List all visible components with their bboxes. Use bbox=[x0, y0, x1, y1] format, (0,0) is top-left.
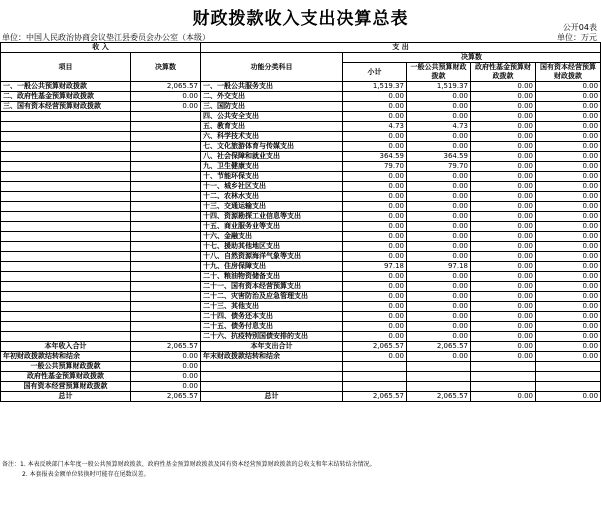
func-item: 六、科学技术支出 bbox=[201, 132, 343, 142]
sub-govfund-row bbox=[1, 372, 601, 382]
item-header: 项目 bbox=[1, 53, 131, 82]
income-item bbox=[1, 252, 131, 262]
func-item: 十九、住房保障支出 bbox=[201, 262, 343, 272]
year-income-label: 本年收入合计 bbox=[1, 342, 131, 352]
gov-fund-value: 0.00 bbox=[471, 312, 536, 322]
func-item: 二十三、其他支出 bbox=[201, 302, 343, 312]
general-value: 0.00 bbox=[407, 232, 471, 242]
table-row bbox=[1, 112, 601, 122]
empty-cell bbox=[471, 382, 536, 392]
income-amount bbox=[131, 312, 201, 322]
sub-general-label: 一般公共预算财政拨款 bbox=[1, 362, 131, 372]
table-row bbox=[1, 82, 601, 92]
note-line-1: 备注：1. 本表反映部门本年度一般公共预算财政拨款、政府性基金预算财政拨款及国有资本经营预算财政拨款的总收支和年末结转结余情况。 bbox=[2, 461, 376, 468]
table-row bbox=[1, 122, 601, 132]
state-capital-value: 0.00 bbox=[536, 112, 601, 122]
table-row bbox=[1, 132, 601, 142]
begin-balance-value: 0.00 bbox=[131, 352, 201, 362]
gov-fund-value: 0.00 bbox=[471, 302, 536, 312]
subtotal-value: 0.00 bbox=[343, 102, 407, 112]
income-item bbox=[1, 282, 131, 292]
income-amount bbox=[131, 222, 201, 232]
general-value: 0.00 bbox=[407, 212, 471, 222]
income-amount bbox=[131, 212, 201, 222]
func-item: 十七、援助其他地区支出 bbox=[201, 242, 343, 252]
balance-row bbox=[1, 352, 601, 362]
empty-cell bbox=[407, 362, 471, 372]
state-capital-value: 0.00 bbox=[536, 282, 601, 292]
gov-fund-value: 0.00 bbox=[471, 252, 536, 262]
general-value: 0.00 bbox=[407, 222, 471, 232]
general-value: 79.70 bbox=[407, 162, 471, 172]
table-row bbox=[1, 252, 601, 262]
income-item bbox=[1, 112, 131, 122]
end-balance-sc: 0.00 bbox=[536, 352, 601, 362]
func-item: 十四、资源勘探工业信息等支出 bbox=[201, 212, 343, 222]
end-balance-sub: 0.00 bbox=[343, 352, 407, 362]
general-value: 0.00 bbox=[407, 242, 471, 252]
income-amount bbox=[131, 332, 201, 342]
income-item bbox=[1, 172, 131, 182]
subtotal-value: 0.00 bbox=[343, 252, 407, 262]
subtotal-value: 0.00 bbox=[343, 142, 407, 152]
gov-fund-value: 0.00 bbox=[471, 152, 536, 162]
table-row bbox=[1, 202, 601, 212]
year-expense-gf: 0.00 bbox=[471, 342, 536, 352]
income-item bbox=[1, 142, 131, 152]
table-row bbox=[1, 172, 601, 182]
subtotal-value: 97.18 bbox=[343, 262, 407, 272]
sub-state-value: 0.00 bbox=[131, 382, 201, 392]
income-amount bbox=[131, 282, 201, 292]
gov-fund-value: 0.00 bbox=[471, 222, 536, 232]
data-rows bbox=[1, 82, 601, 342]
general-value: 0.00 bbox=[407, 322, 471, 332]
income-item bbox=[1, 212, 131, 222]
state-capital-value: 0.00 bbox=[536, 82, 601, 92]
income-amount: 0.00 bbox=[131, 102, 201, 112]
empty-cell bbox=[201, 382, 343, 392]
func-item: 二、外交支出 bbox=[201, 92, 343, 102]
header-row-2 bbox=[1, 53, 601, 63]
subtotal-value: 0.00 bbox=[343, 232, 407, 242]
table-row bbox=[1, 232, 601, 242]
func-item: 二十四、债务还本支出 bbox=[201, 312, 343, 322]
gov-fund-value: 0.00 bbox=[471, 292, 536, 302]
sub-govfund-label: 政府性基金预算财政拨款 bbox=[1, 372, 131, 382]
expense-header: 支 出 bbox=[201, 43, 601, 53]
income-amount bbox=[131, 132, 201, 142]
gov-fund-value: 0.00 bbox=[471, 162, 536, 172]
empty-cell bbox=[407, 372, 471, 382]
gov-fund-value: 0.00 bbox=[471, 182, 536, 192]
gov-fund-value: 0.00 bbox=[471, 92, 536, 102]
state-capital-value: 0.00 bbox=[536, 272, 601, 282]
empty-cell bbox=[343, 362, 407, 372]
subtotal-value: 364.59 bbox=[343, 152, 407, 162]
subtotal-value: 0.00 bbox=[343, 312, 407, 322]
income-amount bbox=[131, 152, 201, 162]
notes bbox=[2, 460, 376, 480]
func-item: 十六、金融支出 bbox=[201, 232, 343, 242]
empty-cell bbox=[407, 382, 471, 392]
state-capital-value: 0.00 bbox=[536, 182, 601, 192]
subtotal-value: 0.00 bbox=[343, 112, 407, 122]
income-item bbox=[1, 312, 131, 322]
gov-fund-value: 0.00 bbox=[471, 232, 536, 242]
func-item: 一、一般公共服务支出 bbox=[201, 82, 343, 92]
table-row bbox=[1, 322, 601, 332]
general-value: 0.00 bbox=[407, 252, 471, 262]
table-row bbox=[1, 222, 601, 232]
empty-cell bbox=[343, 382, 407, 392]
income-amount bbox=[131, 322, 201, 332]
income-item bbox=[1, 122, 131, 132]
income-amount: 2,065.57 bbox=[131, 82, 201, 92]
income-item bbox=[1, 292, 131, 302]
table-row bbox=[1, 192, 601, 202]
state-capital-value: 0.00 bbox=[536, 252, 601, 262]
income-item bbox=[1, 262, 131, 272]
gov-fund-value: 0.00 bbox=[471, 272, 536, 282]
grand-total-sc: 0.00 bbox=[536, 392, 601, 402]
general-value: 0.00 bbox=[407, 272, 471, 282]
general-value: 0.00 bbox=[407, 182, 471, 192]
income-amount bbox=[131, 272, 201, 282]
table-row bbox=[1, 302, 601, 312]
income-amount bbox=[131, 142, 201, 152]
general-value: 97.18 bbox=[407, 262, 471, 272]
general-value: 364.59 bbox=[407, 152, 471, 162]
state-capital-value: 0.00 bbox=[536, 242, 601, 252]
subtotal-value: 0.00 bbox=[343, 92, 407, 102]
subtotal-value: 0.00 bbox=[343, 172, 407, 182]
gov-fund-value: 0.00 bbox=[471, 242, 536, 252]
gov-fund-value: 0.00 bbox=[471, 122, 536, 132]
func-item: 九、卫生健康支出 bbox=[201, 162, 343, 172]
budget-table bbox=[0, 42, 601, 402]
totals-section bbox=[1, 342, 601, 402]
income-amount bbox=[131, 162, 201, 172]
subtotal-value: 0.00 bbox=[343, 222, 407, 232]
state-capital-value: 0.00 bbox=[536, 332, 601, 342]
subtotal-value: 0.00 bbox=[343, 242, 407, 252]
general-value: 4.73 bbox=[407, 122, 471, 132]
general-header: 一般公共预算财政拨款 bbox=[407, 63, 471, 82]
table-row bbox=[1, 182, 601, 192]
gov-fund-value: 0.00 bbox=[471, 102, 536, 112]
general-value: 0.00 bbox=[407, 132, 471, 142]
grand-total-sub: 2,065.57 bbox=[343, 392, 407, 402]
income-item bbox=[1, 332, 131, 342]
year-expense-sub: 2,065.57 bbox=[343, 342, 407, 352]
gov-fund-value: 0.00 bbox=[471, 132, 536, 142]
grand-total-gen: 2,065.57 bbox=[407, 392, 471, 402]
func-item: 二十一、国有资本经营预算支出 bbox=[201, 282, 343, 292]
gov-fund-value: 0.00 bbox=[471, 142, 536, 152]
empty-cell bbox=[343, 372, 407, 382]
reporting-unit: 单位：中国人民政治协商会议垫江县委员会办公室（本级） bbox=[2, 33, 210, 42]
state-capital-value: 0.00 bbox=[536, 152, 601, 162]
table-row bbox=[1, 162, 601, 172]
income-amount bbox=[131, 112, 201, 122]
income-amount bbox=[131, 202, 201, 212]
sub-govfund-value: 0.00 bbox=[131, 372, 201, 382]
table-row bbox=[1, 142, 601, 152]
end-balance-gf: 0.00 bbox=[471, 352, 536, 362]
final-amount-header: 决算数 bbox=[343, 53, 601, 63]
income-item: 一、一般公共预算财政拨款 bbox=[1, 82, 131, 92]
income-item bbox=[1, 202, 131, 212]
end-balance-gen: 0.00 bbox=[407, 352, 471, 362]
subtotal-header: 小计 bbox=[343, 63, 407, 82]
gov-fund-value: 0.00 bbox=[471, 112, 536, 122]
state-capital-value: 0.00 bbox=[536, 262, 601, 272]
func-item: 七、文化旅游体育与传媒支出 bbox=[201, 142, 343, 152]
empty-cell bbox=[536, 362, 601, 372]
income-amount bbox=[131, 242, 201, 252]
table-row bbox=[1, 312, 601, 322]
income-amount bbox=[131, 172, 201, 182]
income-item bbox=[1, 232, 131, 242]
state-capital-value: 0.00 bbox=[536, 312, 601, 322]
subtotal-value: 0.00 bbox=[343, 322, 407, 332]
func-item: 十五、商业服务业等支出 bbox=[201, 222, 343, 232]
report-title: 财政拨款收入支出决算总表 bbox=[192, 9, 409, 29]
sub-general-row bbox=[1, 362, 601, 372]
general-value: 0.00 bbox=[407, 202, 471, 212]
income-item bbox=[1, 152, 131, 162]
income-item bbox=[1, 192, 131, 202]
gov-fund-header: 政府性基金预算财政拨款 bbox=[471, 63, 536, 82]
subtotal-value: 79.70 bbox=[343, 162, 407, 172]
func-item: 十八、自然资源海洋气象等支出 bbox=[201, 252, 343, 262]
subtotal-value: 0.00 bbox=[343, 302, 407, 312]
income-amount bbox=[131, 182, 201, 192]
table-row bbox=[1, 282, 601, 292]
func-item: 二十二、灾害防治及应急管理支出 bbox=[201, 292, 343, 302]
income-item bbox=[1, 132, 131, 142]
empty-cell bbox=[536, 382, 601, 392]
state-capital-value: 0.00 bbox=[536, 322, 601, 332]
table-row bbox=[1, 212, 601, 222]
general-value: 0.00 bbox=[407, 172, 471, 182]
state-capital-value: 0.00 bbox=[536, 302, 601, 312]
income-amount bbox=[131, 302, 201, 312]
state-capital-value: 0.00 bbox=[536, 92, 601, 102]
income-amount bbox=[131, 292, 201, 302]
func-item: 二十、粮油物资储备支出 bbox=[201, 272, 343, 282]
income-item bbox=[1, 182, 131, 192]
general-value: 0.00 bbox=[407, 332, 471, 342]
subtotal-value: 0.00 bbox=[343, 292, 407, 302]
income-amount bbox=[131, 252, 201, 262]
empty-cell bbox=[471, 372, 536, 382]
general-value: 0.00 bbox=[407, 192, 471, 202]
year-total-row bbox=[1, 342, 601, 352]
table-row bbox=[1, 272, 601, 282]
income-item bbox=[1, 242, 131, 252]
empty-cell bbox=[471, 362, 536, 372]
year-expense-label: 本年支出合计 bbox=[201, 342, 343, 352]
subtotal-value: 0.00 bbox=[343, 282, 407, 292]
table-row bbox=[1, 102, 601, 112]
form-number: 公开04表 bbox=[562, 23, 597, 32]
gov-fund-value: 0.00 bbox=[471, 212, 536, 222]
state-capital-value: 0.00 bbox=[536, 232, 601, 242]
state-capital-value: 0.00 bbox=[536, 212, 601, 222]
state-capital-value: 0.00 bbox=[536, 172, 601, 182]
general-value: 0.00 bbox=[407, 302, 471, 312]
general-value: 1,519.37 bbox=[407, 82, 471, 92]
empty-cell bbox=[201, 372, 343, 382]
gov-fund-value: 0.00 bbox=[471, 322, 536, 332]
general-value: 0.00 bbox=[407, 282, 471, 292]
income-item: 二、政府性基金预算财政拨款 bbox=[1, 92, 131, 102]
state-capital-value: 0.00 bbox=[536, 142, 601, 152]
income-amount: 0.00 bbox=[131, 92, 201, 102]
general-value: 0.00 bbox=[407, 102, 471, 112]
sub-state-label: 国有资本经营预算财政拨款 bbox=[1, 382, 131, 392]
general-value: 0.00 bbox=[407, 92, 471, 102]
func-item-header: 功能分类科目 bbox=[201, 53, 343, 82]
state-capital-header: 国有资本经营预算财政拨款 bbox=[536, 63, 601, 82]
general-value: 0.00 bbox=[407, 112, 471, 122]
table-row bbox=[1, 262, 601, 272]
grand-total-income-label: 总计 bbox=[1, 392, 131, 402]
func-item: 三、国防支出 bbox=[201, 102, 343, 112]
grand-total-expense-label: 总计 bbox=[201, 392, 343, 402]
table-row bbox=[1, 292, 601, 302]
gov-fund-value: 0.00 bbox=[471, 82, 536, 92]
state-capital-value: 0.00 bbox=[536, 292, 601, 302]
gov-fund-value: 0.00 bbox=[471, 262, 536, 272]
state-capital-value: 0.00 bbox=[536, 132, 601, 142]
income-item: 三、国有资本经营预算财政拨款 bbox=[1, 102, 131, 112]
general-value: 0.00 bbox=[407, 292, 471, 302]
func-item: 十、节能环保支出 bbox=[201, 172, 343, 182]
func-item: 十二、农林水支出 bbox=[201, 192, 343, 202]
empty-cell bbox=[201, 362, 343, 372]
subtotal-value: 4.73 bbox=[343, 122, 407, 132]
income-item bbox=[1, 162, 131, 172]
grand-total-row bbox=[1, 392, 601, 402]
year-expense-sc: 0.00 bbox=[536, 342, 601, 352]
note-line-2: 2. 本套报表金额单位转换时可能存在尾数误差。 bbox=[22, 471, 150, 478]
gov-fund-value: 0.00 bbox=[471, 332, 536, 342]
func-item: 十三、交通运输支出 bbox=[201, 202, 343, 212]
gov-fund-value: 0.00 bbox=[471, 282, 536, 292]
income-amount bbox=[131, 262, 201, 272]
year-expense-gen: 2,065.57 bbox=[407, 342, 471, 352]
func-item: 四、公共安全支出 bbox=[201, 112, 343, 122]
func-item: 十一、城乡社区支出 bbox=[201, 182, 343, 192]
state-capital-value: 0.00 bbox=[536, 122, 601, 132]
amount-header: 决算数 bbox=[131, 53, 201, 82]
subtotal-value: 0.00 bbox=[343, 132, 407, 142]
func-item: 八、社会保障和就业支出 bbox=[201, 152, 343, 162]
end-balance-label: 年末财政拨款结转和结余 bbox=[201, 352, 343, 362]
subtotal-value: 0.00 bbox=[343, 332, 407, 342]
func-item: 五、教育支出 bbox=[201, 122, 343, 132]
subtotal-value: 1,519.37 bbox=[343, 82, 407, 92]
income-amount bbox=[131, 232, 201, 242]
subtotal-value: 0.00 bbox=[343, 272, 407, 282]
income-item bbox=[1, 272, 131, 282]
subtotal-value: 0.00 bbox=[343, 212, 407, 222]
grand-total-income-value: 2,065.57 bbox=[131, 392, 201, 402]
income-item bbox=[1, 222, 131, 232]
sub-state-row bbox=[1, 382, 601, 392]
header-row-1 bbox=[1, 43, 601, 53]
year-income-value: 2,065.57 bbox=[131, 342, 201, 352]
income-amount bbox=[131, 122, 201, 132]
gov-fund-value: 0.00 bbox=[471, 172, 536, 182]
state-capital-value: 0.00 bbox=[536, 192, 601, 202]
sub-general-value: 0.00 bbox=[131, 362, 201, 372]
empty-cell bbox=[536, 372, 601, 382]
currency-unit: 单位：万元 bbox=[557, 33, 597, 42]
subtotal-value: 0.00 bbox=[343, 182, 407, 192]
func-item: 二十六、抗疫特别国债安排的支出 bbox=[201, 332, 343, 342]
table-row bbox=[1, 152, 601, 162]
general-value: 0.00 bbox=[407, 142, 471, 152]
table-row bbox=[1, 242, 601, 252]
income-item bbox=[1, 322, 131, 332]
func-item: 二十五、债务付息支出 bbox=[201, 322, 343, 332]
income-item bbox=[1, 302, 131, 312]
begin-balance-label: 年初财政拨款结转和结余 bbox=[1, 352, 131, 362]
subtotal-value: 0.00 bbox=[343, 202, 407, 212]
state-capital-value: 0.00 bbox=[536, 222, 601, 232]
state-capital-value: 0.00 bbox=[536, 102, 601, 112]
gov-fund-value: 0.00 bbox=[471, 202, 536, 212]
state-capital-value: 0.00 bbox=[536, 202, 601, 212]
table-row bbox=[1, 332, 601, 342]
subtotal-value: 0.00 bbox=[343, 192, 407, 202]
income-header: 收 入 bbox=[1, 43, 201, 53]
grand-total-gf: 0.00 bbox=[471, 392, 536, 402]
income-amount bbox=[131, 192, 201, 202]
table-row bbox=[1, 92, 601, 102]
general-value: 0.00 bbox=[407, 312, 471, 322]
gov-fund-value: 0.00 bbox=[471, 192, 536, 202]
state-capital-value: 0.00 bbox=[536, 162, 601, 172]
